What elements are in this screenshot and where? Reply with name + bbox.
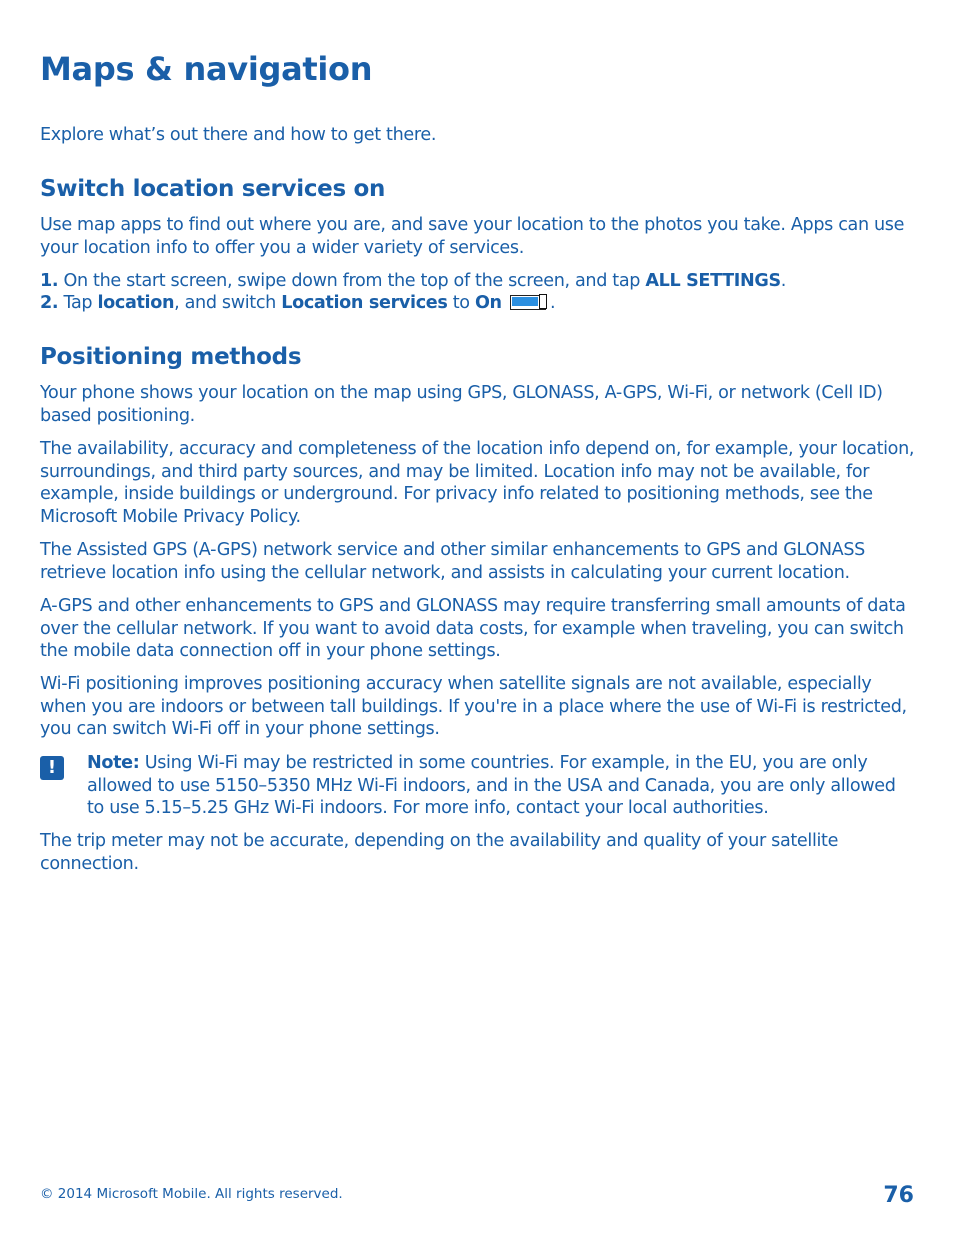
step-1-number: 1. <box>40 271 59 291</box>
positioning-paragraph-3: The Assisted GPS (A-GPS) network service and other similar enhancements to GPS and GLONASS retrieve location info using the cellular network, and assists in calculating your current location. <box>40 540 865 583</box>
step-1-all-settings: ALL SETTINGS <box>645 271 781 291</box>
step-1-end: . <box>780 271 787 291</box>
step-2-location: location <box>97 293 175 313</box>
step-2-number: 2. <box>40 293 59 313</box>
positioning-paragraph-6: The trip meter may not be accurate, depending on the availability and quality of your satellite connection. <box>40 831 839 874</box>
section-heading-positioning-methods: Positioning methods <box>40 344 302 370</box>
positioning-paragraph-2: The availability, accuracy and completeness of the location info depend on, for example, your location, surroundings, and third party sources, and may be limited. Location info may not be available, for example, inside buildings or underground. For privacy info related to positioning methods, see the Microsoft Mobile Privacy Policy. <box>40 439 915 527</box>
step-2-on: On <box>474 293 502 313</box>
note-box <box>40 752 916 822</box>
step-2 <box>40 292 916 315</box>
step-2-location-services: Location services <box>281 293 448 313</box>
step-2-end: . <box>549 293 556 313</box>
step-2-text-b: , and switch <box>174 293 282 313</box>
step-2-text-a: Tap <box>58 293 98 313</box>
page-title: Maps & navigation <box>40 50 373 88</box>
step-2-text-c: to <box>447 293 475 313</box>
page-number: 76 <box>883 1183 914 1208</box>
positioning-paragraph-4: A-GPS and other enhancements to GPS and GLONASS may require transferring small amounts of data over the cellular network. If you want to avoid data costs, for example when traveling, you can switch the mobile data connection off in your phone settings. <box>40 596 906 661</box>
location-services-body: Use map apps to find out where you are, and save your location to the photos you take. Apps can use your location info to offer you a wider variety of services. <box>40 215 905 258</box>
step-1-text: On the start screen, swipe down from the top of the screen, and tap <box>58 271 646 291</box>
section-heading-location-services: Switch location services on <box>40 176 386 202</box>
note-body: Using Wi-Fi may be restricted in some countries. For example, in the EU, you are only allowed to use 5150–5350 MHz Wi-Fi indoors, and in the USA and Canada, you are only allowed to use 5.15–5.25 GHz Wi-Fi indoors. For more info, contact your local authorities. <box>87 753 896 818</box>
note-text <box>87 752 916 820</box>
footer-copyright: © 2014 Microsoft Mobile. All rights reserved. <box>40 1186 343 1202</box>
step-1 <box>40 270 916 293</box>
warning-icon: ! <box>40 756 64 780</box>
intro-text: Explore what’s out there and how to get there. <box>40 125 437 145</box>
positioning-paragraph-5: Wi-Fi positioning improves positioning accuracy when satellite signals are not available, especially when you are indoors or between tall buildings. If you're in a place where the use of Wi-Fi is restricted, you can switch Wi-Fi off in your phone settings. <box>40 674 907 739</box>
note-label: Note: <box>87 753 140 773</box>
toggle-on-icon <box>510 295 550 310</box>
positioning-paragraph-1: Your phone shows your location on the map using GPS, GLONASS, A-GPS, Wi-Fi, or network (Cell ID) based positioning. <box>40 383 883 426</box>
